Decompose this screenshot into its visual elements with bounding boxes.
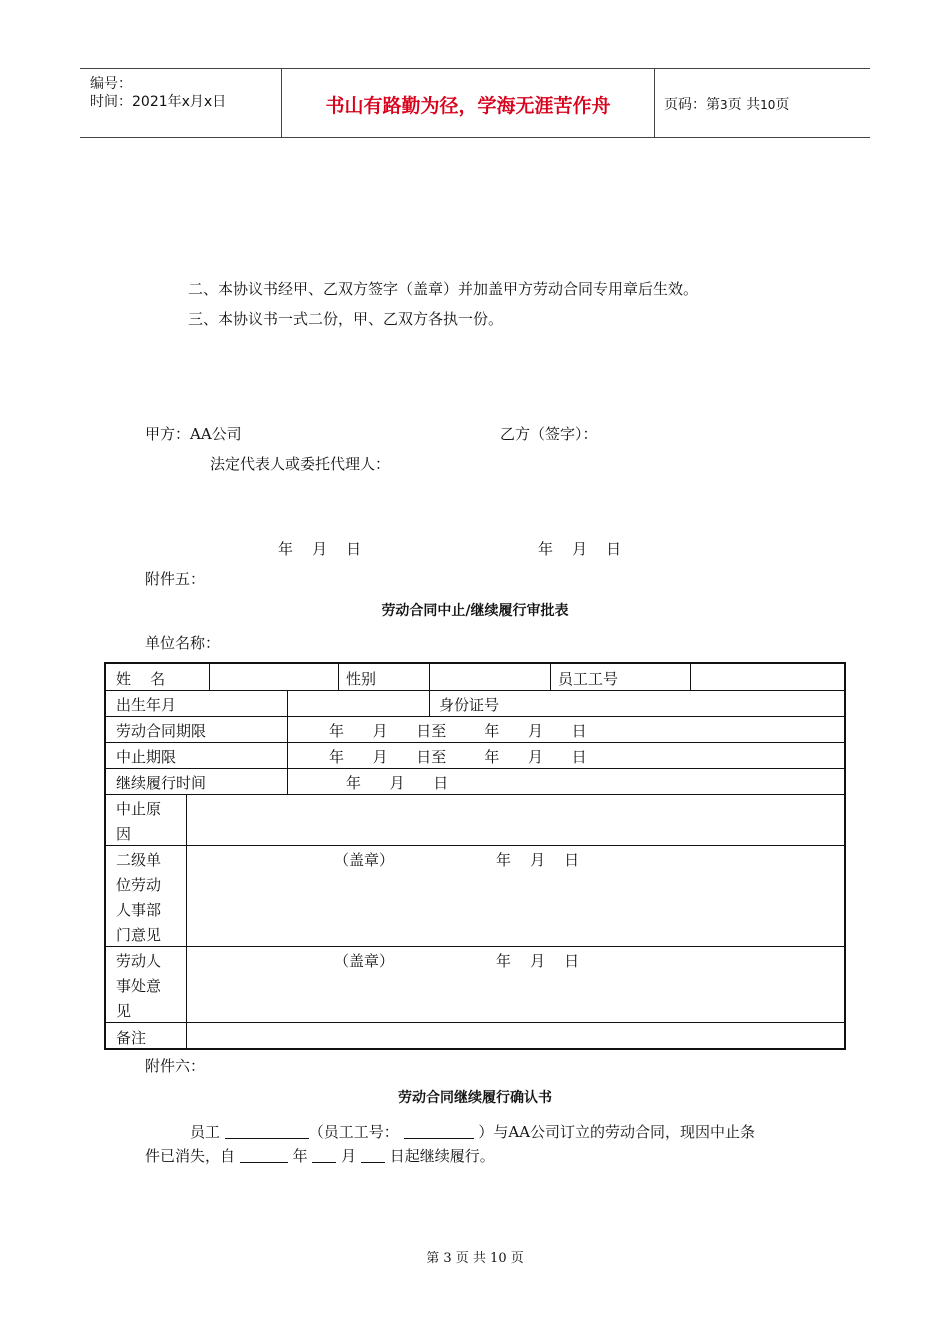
party-b: 乙方（签字）： (500, 425, 598, 443)
resume-time-date: 年 月 日 (346, 774, 449, 792)
clause-three: 三、本协议书一式二份，甲、乙双方各执一份。 (188, 310, 504, 328)
document-time-label: 时间：2021年x月x日 (90, 94, 227, 110)
page-total: 10 (760, 98, 776, 112)
col-line (690, 664, 691, 690)
clause-two: 二、本协议书经甲、乙双方签字（盖章）并加盖甲方劳动合同专用章后生效。 (188, 280, 699, 298)
employee-name-blank[interactable] (225, 1124, 309, 1139)
approval-form (104, 662, 846, 1050)
row-line (106, 845, 844, 846)
page-label: 页码：第 (664, 97, 720, 113)
attachment-five-label: 附件五： (145, 570, 206, 588)
confirmation-line2 (145, 1145, 495, 1166)
row-line (106, 690, 844, 691)
party-b-date: 年 月 日 (538, 540, 622, 558)
page-footer: 第 3 页 共 10 页 (426, 1251, 524, 1266)
party-a: 甲方：AA公司 (145, 425, 242, 443)
document-number-label: 编号： (90, 76, 132, 92)
row-line (106, 946, 844, 947)
header-motto: 书山有路勤为径，学海无涯苦作舟 (325, 95, 611, 117)
row-line (106, 716, 844, 717)
day-rest: 日起继续履行。 (389, 1147, 495, 1165)
row-line (106, 1022, 844, 1023)
col-line (287, 690, 288, 794)
reason-label-line2: 因 (116, 825, 132, 843)
hr-seal: （盖章） (334, 952, 395, 970)
year-word: 年 (292, 1147, 308, 1165)
legal-representative: 法定代表人或委托代理人： (210, 455, 391, 473)
day-blank[interactable] (361, 1148, 385, 1163)
attachment-five-title: 劳动合同中止/继续履行审批表 (381, 603, 569, 619)
remarks-label: 备注 (116, 1029, 147, 1047)
id-card-label: 身份证号 (439, 696, 500, 714)
page-end: 页 (775, 97, 790, 113)
name-label: 姓 名 (116, 670, 166, 688)
row-line (106, 794, 844, 795)
contract-period-range: 年 月 日至 年 月 日 (329, 722, 587, 740)
unit-name-label: 单位名称： (145, 634, 221, 652)
employee-id-word: （员工工号： (308, 1123, 399, 1141)
col-line (550, 664, 551, 690)
col-line (186, 794, 187, 1050)
row-line (106, 742, 844, 743)
confirmation-line1-rest: ）与AA公司订立的劳动合同，现因中止条 (478, 1123, 756, 1141)
header-divider (654, 69, 655, 137)
resume-time-label: 继续履行时间 (116, 774, 207, 792)
since-word: 件已消失，自 (145, 1147, 236, 1165)
dept-seal: （盖章） (334, 851, 395, 869)
dept-seal-date: 年 月 日 (496, 851, 580, 869)
page-mid: 页 共 (727, 97, 761, 113)
hr-opinion-line1: 劳动人 (116, 952, 162, 970)
attachment-six-title: 劳动合同继续履行确认书 (398, 1090, 552, 1106)
month-word: 月 (341, 1147, 357, 1165)
suspend-period-range: 年 月 日至 年 月 日 (329, 748, 587, 766)
header-page-indicator (664, 94, 789, 114)
birth-label: 出生年月 (116, 696, 177, 714)
page-header (80, 68, 870, 138)
party-a-date: 年 月 日 (278, 540, 362, 558)
page-number: 3 (720, 98, 728, 112)
dept-opinion-line2: 位劳动 (116, 876, 162, 894)
gender-label: 性别 (346, 670, 377, 688)
dept-opinion-line1: 二级单 (116, 851, 162, 869)
month-blank[interactable] (312, 1148, 336, 1163)
col-line (209, 664, 210, 690)
reason-label-line1: 中止原 (116, 800, 162, 818)
contract-period-label: 劳动合同期限 (116, 722, 207, 740)
col-line (338, 664, 339, 690)
year-blank[interactable] (240, 1148, 288, 1163)
row-line (106, 768, 844, 769)
hr-seal-date: 年 月 日 (496, 952, 580, 970)
hr-opinion-line2: 事处意 (116, 977, 162, 995)
dept-opinion-line4: 门意见 (116, 926, 162, 944)
employee-word: 员工 (190, 1123, 221, 1141)
employee-id-blank[interactable] (404, 1124, 474, 1139)
suspend-period-label: 中止期限 (116, 748, 177, 766)
col-line (429, 664, 430, 716)
dept-opinion-line3: 人事部 (116, 901, 162, 919)
employee-id-label: 员工工号 (558, 670, 619, 688)
confirmation-line1 (190, 1121, 755, 1142)
attachment-six-label: 附件六： (145, 1057, 206, 1075)
hr-opinion-line3: 见 (116, 1002, 132, 1020)
